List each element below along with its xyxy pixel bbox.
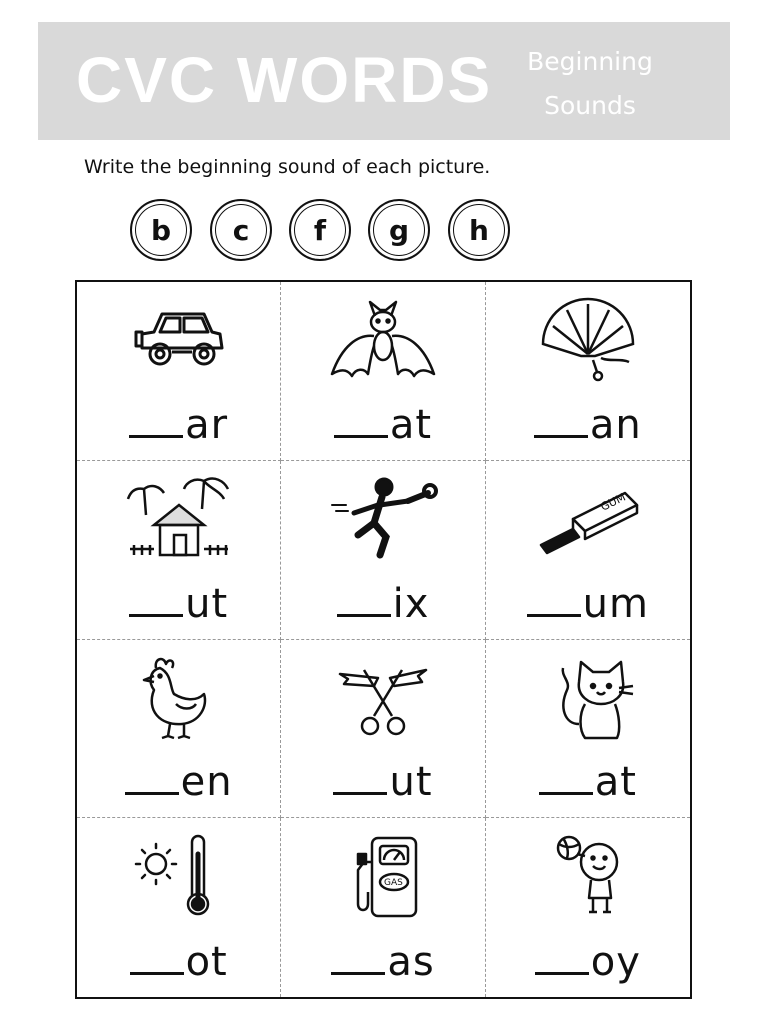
word-blank bbox=[77, 759, 280, 805]
word-card bbox=[486, 282, 690, 461]
bat-icon bbox=[328, 296, 438, 386]
answer-blank[interactable] bbox=[539, 791, 593, 795]
word-card bbox=[77, 640, 281, 819]
word-ending: ix bbox=[392, 580, 430, 627]
hen-icon bbox=[124, 654, 234, 744]
answer-blank[interactable] bbox=[129, 613, 183, 617]
answer-blank[interactable] bbox=[334, 434, 388, 438]
word-card bbox=[486, 461, 690, 640]
gas-pump-icon bbox=[328, 832, 438, 922]
cat-icon bbox=[533, 654, 643, 744]
answer-blank[interactable] bbox=[535, 971, 589, 975]
word-ending: ar bbox=[185, 401, 229, 448]
answer-blank[interactable] bbox=[534, 434, 588, 438]
car-icon bbox=[124, 296, 234, 386]
boy-with-ball-icon bbox=[533, 832, 643, 922]
word-blank bbox=[281, 759, 484, 805]
word-ending: as bbox=[387, 939, 435, 985]
word-blank bbox=[486, 759, 690, 805]
answer-blank[interactable] bbox=[337, 613, 391, 617]
subtitle-line-2: Sounds bbox=[544, 91, 636, 120]
word-blank bbox=[486, 402, 690, 448]
word-ending: oy bbox=[590, 939, 641, 985]
letter-bubble: g bbox=[368, 199, 430, 261]
word-ending: an bbox=[589, 401, 642, 448]
word-blank bbox=[77, 402, 280, 448]
fixing-person-icon bbox=[328, 475, 438, 565]
letter-bubble: b bbox=[130, 199, 192, 261]
word-card bbox=[486, 640, 690, 819]
gum-icon bbox=[533, 475, 643, 565]
letter-bubble: c bbox=[210, 199, 272, 261]
word-card bbox=[77, 461, 281, 640]
hot-thermometer-icon bbox=[124, 832, 234, 922]
answer-blank[interactable] bbox=[527, 613, 581, 617]
word-blank bbox=[77, 581, 280, 627]
hut-icon bbox=[124, 475, 234, 565]
worksheet-grid bbox=[75, 280, 692, 999]
word-card bbox=[281, 818, 485, 997]
fan-icon bbox=[533, 296, 643, 386]
word-card bbox=[281, 640, 485, 819]
word-card bbox=[281, 461, 485, 640]
answer-blank[interactable] bbox=[331, 971, 385, 975]
answer-blank[interactable] bbox=[130, 971, 184, 975]
answer-blank[interactable] bbox=[333, 791, 387, 795]
page-title: CVC WORDS bbox=[76, 44, 493, 116]
word-ending: ut bbox=[185, 580, 229, 627]
word-card bbox=[486, 818, 690, 997]
instruction-text: Write the beginning sound of each picture. bbox=[84, 156, 491, 178]
answer-blank[interactable] bbox=[125, 791, 179, 795]
word-ending: ut bbox=[389, 759, 433, 806]
word-ending: ot bbox=[185, 939, 228, 985]
word-blank bbox=[281, 402, 484, 448]
subtitle-line-1: Beginning bbox=[527, 47, 653, 76]
svg-text:GUM: GUM bbox=[598, 490, 628, 514]
cut-ribbon-icon bbox=[328, 654, 438, 744]
word-blank bbox=[486, 581, 690, 627]
word-ending: en bbox=[180, 759, 233, 806]
word-blank bbox=[281, 581, 484, 627]
word-card bbox=[281, 282, 485, 461]
svg-text:GAS: GAS bbox=[383, 878, 403, 889]
page-subtitle bbox=[520, 40, 660, 128]
word-card bbox=[77, 818, 281, 997]
word-blank bbox=[77, 939, 280, 985]
letter-bubble: h bbox=[448, 199, 510, 261]
letter-bubble: f bbox=[289, 199, 351, 261]
word-ending: at bbox=[594, 759, 637, 806]
answer-blank[interactable] bbox=[129, 434, 183, 438]
word-ending: um bbox=[582, 580, 649, 627]
word-ending: at bbox=[389, 401, 433, 448]
word-card bbox=[77, 282, 281, 461]
word-blank bbox=[281, 939, 484, 985]
word-blank bbox=[486, 939, 690, 985]
